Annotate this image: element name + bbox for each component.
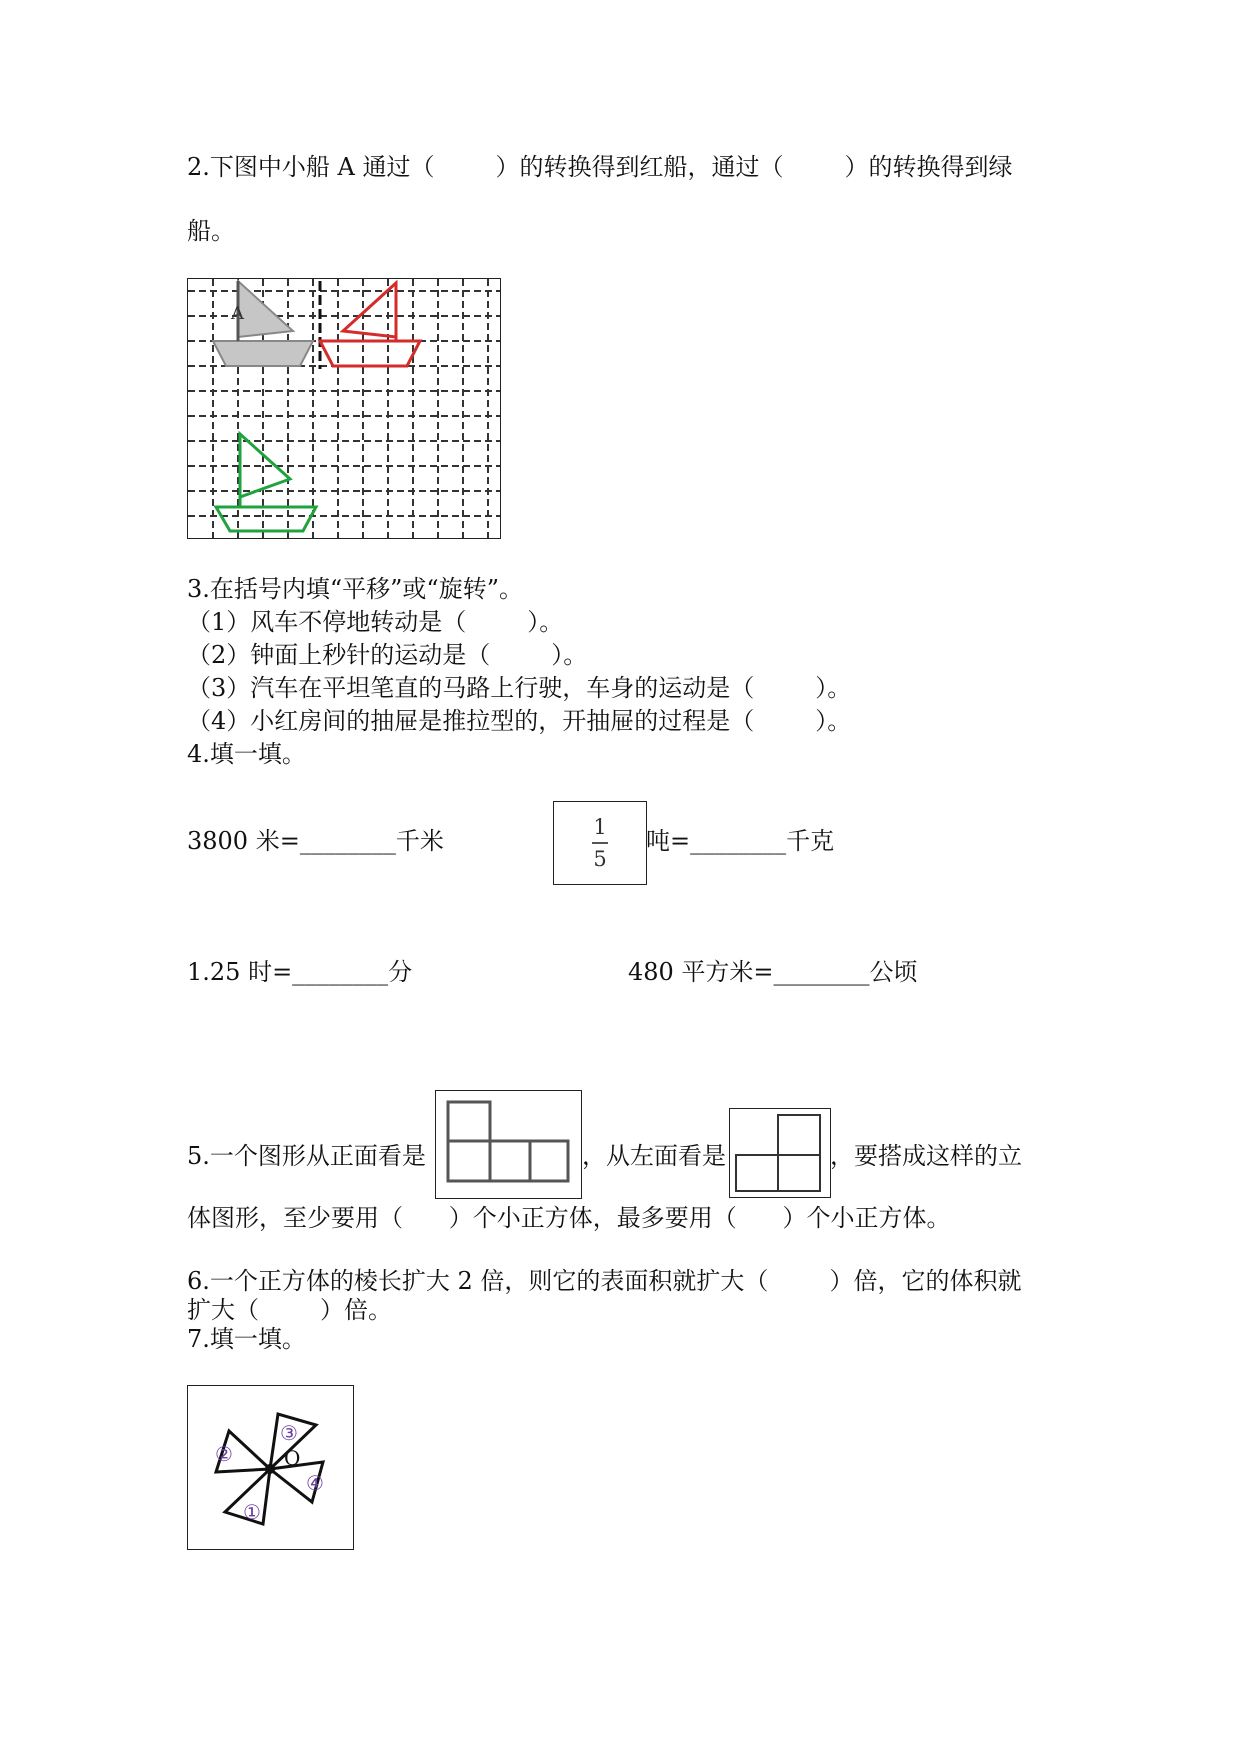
q5-part1: 5.一个图形从正面看是 <box>187 1142 426 1170</box>
label-2: ② <box>215 1442 233 1466</box>
label-3: ③ <box>280 1421 298 1445</box>
q4-item-area: 480 平方米=________公顷 <box>628 958 918 986</box>
front-view-figure <box>435 1090 582 1199</box>
q6-line1: 6.一个正方体的棱长扩大 2 倍，则它的表面积就扩大（ ）倍，它的体积就 <box>187 1267 1022 1295</box>
label-4: ④ <box>306 1471 324 1495</box>
fraction-box <box>553 801 647 885</box>
q7-title: 7.填一填。 <box>187 1325 306 1353</box>
fraction-bar <box>592 842 608 844</box>
red-boat <box>320 283 420 366</box>
fraction-numerator: 1 <box>593 815 607 839</box>
fraction-denominator: 5 <box>593 847 607 871</box>
boat-a-label: A <box>231 303 244 324</box>
boat-grid-figure <box>187 278 501 539</box>
q2-text-line2: 船。 <box>187 217 235 245</box>
q5-line2: 体图形，至少要用（ ）个小正方体，最多要用（ ）个小正方体。 <box>187 1204 951 1232</box>
q2-text-line1: 2.下图中小船 A 通过（ ）的转换得到红船，通过（ ）的转换得到绿 <box>187 153 1013 181</box>
q3-item-4: （4）小红房间的抽屉是推拉型的，开抽屉的过程是（ ）。 <box>187 707 852 735</box>
left-view-figure <box>729 1108 831 1198</box>
center-label: O <box>284 1446 301 1470</box>
q3-item-1: （1）风车不停地转动是（ ）。 <box>187 608 564 636</box>
q4-item-tons: 吨=________千克 <box>646 827 835 855</box>
q3-title: 3.在括号内填“平移”或“旋转”。 <box>187 575 523 603</box>
q3-item-2: （2）钟面上秒针的运动是（ ）。 <box>187 641 588 669</box>
label-1: ① <box>243 1500 261 1524</box>
q4-title: 4.填一填。 <box>187 740 306 768</box>
q5-part3: ，要搭成这样的立 <box>830 1142 1022 1170</box>
q4-item-hours: 1.25 时=________分 <box>187 958 413 986</box>
q4-item-meters: 3800 米=________千米 <box>187 827 444 855</box>
q3-item-3: （3）汽车在平坦笔直的马路上行驶，车身的运动是（ ）。 <box>187 674 852 702</box>
q6-line2: 扩大（ ）倍。 <box>187 1296 393 1324</box>
q5-part2: ，从左面看是 <box>582 1142 726 1170</box>
center-point <box>265 1464 275 1474</box>
pinwheel-figure <box>187 1385 354 1550</box>
